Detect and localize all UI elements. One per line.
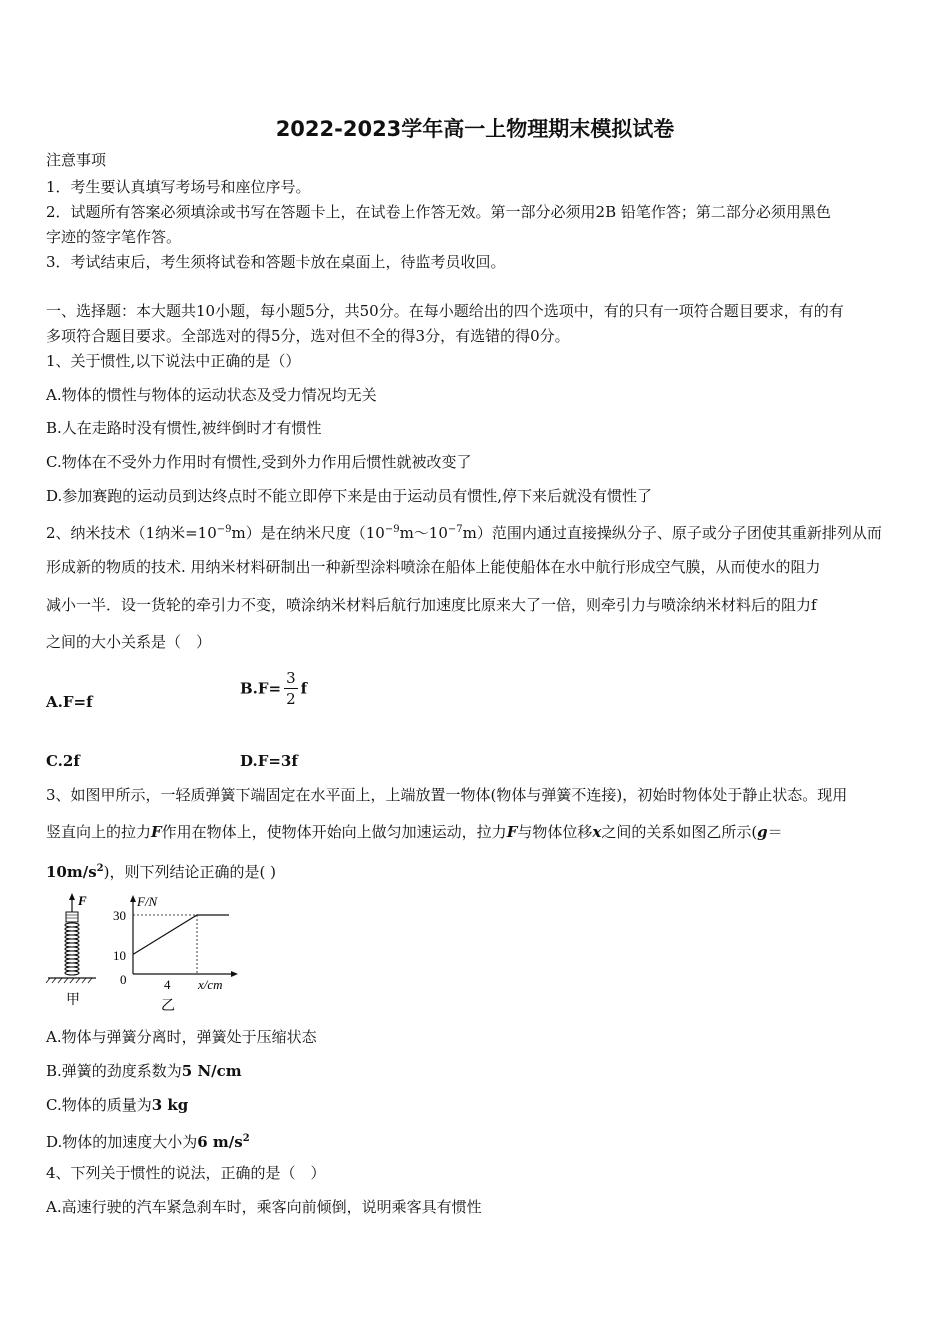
f-x-graph xyxy=(113,894,238,1014)
section-intro: 多项符合题目要求。全部选对的得5分，选对但不全的得3分，有选错的得0分。 xyxy=(46,327,570,345)
option-c: C.2f xyxy=(46,752,80,770)
notice-item: 2．试题所有答案必须填涂或书写在答题卡上，在试卷上作答无效。第一部分必须用2B 铅笔作答；第二部分必须用黑色 xyxy=(46,203,831,221)
notice-heading: 注意事项 xyxy=(46,151,107,169)
question-stem: 2、纳米技术（1纳米$=10^{-9}m$）是在纳米尺度$(10^{-9}m\sim 10^{-7}m)$范围内通过直接操纵分子、原子或分子团使其重新排列从而 xyxy=(46,524,882,542)
question-text: 减小一半．设一货轮的牵引力不变，喷涂纳米材料后航行加速度比原来大了一倍，则牵引力与喷涂纳米材料后的阻力f xyxy=(46,596,817,614)
option-d: D.参加赛跑的运动员到达终点时不能立即停下来是由于运动员有惯性,停下来后就没有惯性了 xyxy=(46,487,653,505)
option-d: D.F=3f xyxy=(240,752,298,770)
force-arrowhead xyxy=(69,893,75,900)
page-title: 2022-2023学年高一上物理期末模拟试卷 xyxy=(275,117,675,141)
section-intro: 一、选择题：本大题共10小题，每小题5分，共50分。在每小题给出的四个选项中，有的只有一项符合题目要求，有的有 xyxy=(46,302,844,320)
question-stem: 4、下列关于惯性的说法，正确的是（ ） xyxy=(46,1164,326,1182)
notice-item: 1．考生要认真填写考场号和座位序号。 xyxy=(46,178,311,196)
option-a: A.物体的惯性与物体的运动状态及受力情况均无关 xyxy=(46,386,377,404)
option-d: D.物体的加速度大小为6 $m/s^2$ xyxy=(46,1133,250,1151)
question-stem: 1、关于惯性,以下说法中正确的是（） xyxy=(46,352,301,370)
caption-yi: 乙 xyxy=(161,999,175,1014)
question-stem: 3、如图甲所示，一轻质弹簧下端固定在水平面上，上端放置一物体(物体与弹簧不连接)，初始时物体处于静止状态。现用 xyxy=(46,786,848,804)
block xyxy=(66,912,78,922)
question-text: 竖直向上的拉力F作用在物体上，使物体开始向上做匀加速运动，拉力F与物体位移x之间的关系如图乙所示(g＝ xyxy=(46,823,783,841)
spring-diagram xyxy=(46,893,96,1008)
fraction: $\frac{3}{2}$ xyxy=(286,669,296,708)
x-axis-arrow xyxy=(231,971,238,977)
option-a: A.F=f xyxy=(46,693,93,711)
option-a: A.物体与弹簧分离时，弹簧处于压缩状态 xyxy=(46,1028,317,1046)
y-axis-arrow xyxy=(130,895,136,902)
spring-force-figure xyxy=(40,890,250,1015)
option-a: A.高速行驶的汽车紧急刹车时，乘客向前倾倒，说明乘客具有惯性 xyxy=(46,1198,482,1216)
option-b: B.F= $\frac{3}{2}$ f xyxy=(240,669,308,708)
origin-label: 0 xyxy=(120,972,127,987)
option-b: B.人在走路时没有惯性,被绊倒时才有惯性 xyxy=(46,419,322,437)
y-axis-label: F/N xyxy=(137,894,158,909)
series-line xyxy=(133,915,229,954)
notice-item: 字迹的签字笔作答。 xyxy=(46,228,182,246)
question-text: 之间的大小关系是（ ） xyxy=(46,633,212,651)
x-tick-label: 4 xyxy=(164,977,171,992)
y-tick-label: 30 xyxy=(113,908,126,923)
question-text: $10m/s^2$)，则下列结论正确的是( ) xyxy=(46,863,276,881)
ground-hatch xyxy=(46,978,92,983)
x-axis-label: x/cm xyxy=(198,977,223,992)
caption-jia: 甲 xyxy=(66,993,80,1008)
option-c: C.物体在不受外力作用时有惯性,受到外力作用后惯性就被改变了 xyxy=(46,453,472,471)
option-b: B.弹簧的劲度系数为5 N/cm xyxy=(46,1062,242,1080)
option-c: C.物体的质量为3 kg xyxy=(46,1096,189,1114)
force-label: F xyxy=(78,893,87,908)
y-tick-label: 10 xyxy=(113,948,126,963)
notice-item: 3．考试结束后，考生须将试卷和答题卡放在桌面上，待监考员收回。 xyxy=(46,253,506,271)
spring xyxy=(65,923,79,975)
question-text: 形成新的物质的技术. 用纳米材料研制出一种新型涂料喷涂在船体上能使船体在水中航行形成空气膜，从而使水的阻力 xyxy=(46,558,821,576)
